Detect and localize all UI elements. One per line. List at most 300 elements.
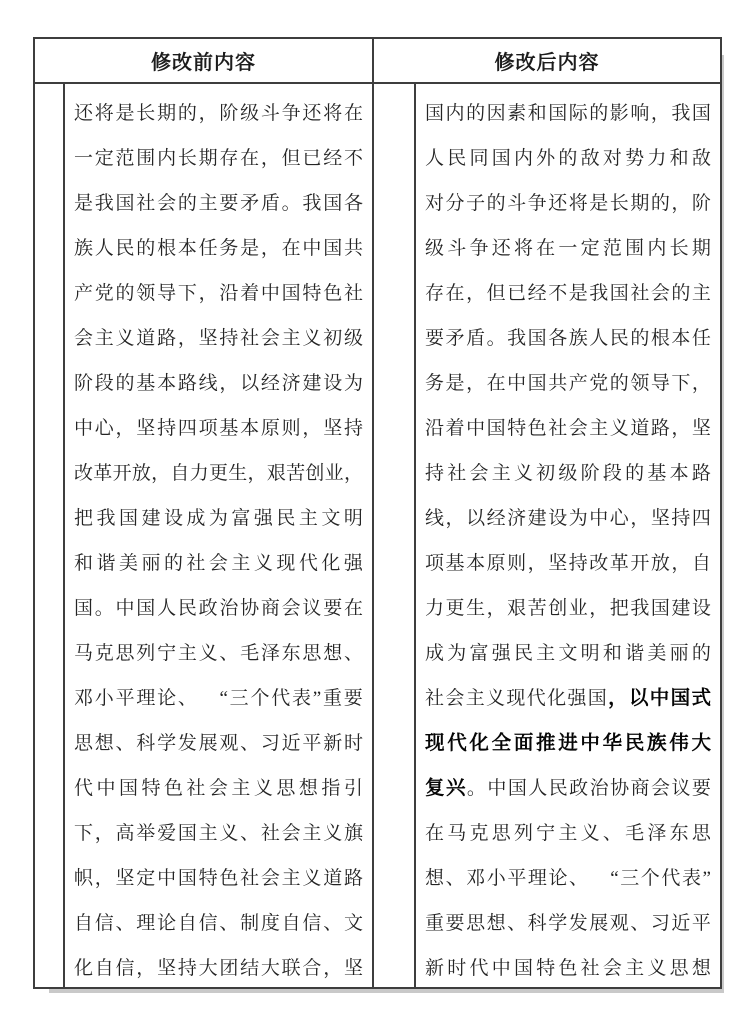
glyph: 内 — [445, 103, 465, 124]
glyph: 我 — [671, 103, 691, 124]
text-line — [74, 316, 363, 361]
glyph: 路 — [177, 373, 197, 394]
text-line — [74, 856, 363, 901]
glyph: 我 — [630, 598, 650, 619]
glyph: 义 — [513, 463, 533, 484]
glyph: 国 — [74, 598, 94, 619]
glyph: 经 — [527, 283, 547, 304]
glyph: 协 — [240, 598, 260, 619]
glyph: 的 — [466, 103, 486, 124]
glyph: 信 — [198, 913, 218, 934]
glyph: 线 — [425, 508, 445, 529]
glyph: 务 — [425, 373, 445, 394]
glyph: 内 — [513, 148, 533, 169]
glyph: 思 — [466, 913, 486, 934]
glyph: 会 — [602, 958, 622, 979]
glyph: 想 — [94, 733, 114, 754]
glyph: 持 — [568, 553, 588, 574]
glyph: 基 — [445, 553, 465, 574]
inserted-glyph: 中 — [649, 686, 670, 709]
glyph: ， — [589, 598, 609, 619]
glyph: 个 — [250, 688, 270, 709]
text-line — [425, 181, 711, 226]
glyph: 富 — [469, 643, 489, 664]
glyph: 制 — [240, 913, 260, 934]
glyph: 团 — [219, 958, 239, 979]
inserted-glyph: 以 — [628, 686, 649, 709]
glyph: 力 — [425, 598, 445, 619]
text-line — [74, 451, 363, 496]
glyph: 我 — [96, 508, 116, 529]
glyph: 更 — [445, 598, 465, 619]
glyph: 党 — [589, 373, 609, 394]
glyph: 把 — [609, 598, 629, 619]
glyph: ， — [343, 463, 363, 484]
glyph: 小 — [486, 868, 506, 889]
glyph: 争 — [281, 103, 301, 124]
glyph: 学 — [157, 733, 177, 754]
text-line — [425, 451, 711, 496]
glyph: 建 — [671, 598, 691, 619]
glyph: 主 — [465, 688, 485, 709]
glyph: 文 — [343, 913, 363, 934]
glyph: 列 — [513, 823, 533, 844]
glyph: 理 — [136, 913, 156, 934]
glyph: 成 — [425, 643, 445, 664]
glyph: 和 — [527, 103, 547, 124]
glyph: ， — [247, 463, 267, 484]
glyph: 建 — [527, 508, 547, 529]
glyph: 则 — [507, 553, 527, 574]
glyph: 争 — [527, 193, 547, 214]
glyph: 初 — [536, 463, 556, 484]
inserted-glyph: 复 — [425, 776, 445, 799]
table-header-row — [35, 39, 720, 84]
inserted-glyph: 化 — [469, 731, 489, 754]
glyph: 丽 — [669, 643, 689, 664]
glyph: 三 — [620, 868, 640, 889]
inserted-glyph: 中 — [580, 731, 600, 754]
glyph: 已 — [507, 283, 527, 304]
glyph: 的 — [589, 103, 609, 124]
glyph: 范 — [602, 238, 622, 259]
glyph: 中 — [260, 283, 280, 304]
glyph: 四 — [691, 508, 711, 529]
glyph: 色 — [219, 868, 239, 889]
glyph: 下 — [74, 823, 94, 844]
glyph: 马 — [74, 643, 94, 664]
glyph: 民 — [276, 508, 296, 529]
glyph: 克 — [469, 823, 489, 844]
glyph: 革 — [93, 463, 113, 484]
glyph: 国 — [118, 508, 138, 529]
glyph: 中 — [589, 508, 609, 529]
glyph: 的 — [177, 193, 197, 214]
glyph: 国 — [527, 373, 547, 394]
text-line — [425, 406, 711, 451]
glyph: 的 — [625, 463, 645, 484]
glyph: 的 — [671, 283, 691, 304]
glyph: 想 — [486, 913, 506, 934]
glyph: 强 — [567, 688, 587, 709]
glyph: 时 — [343, 733, 363, 754]
glyph: 阶 — [580, 463, 600, 484]
glyph: 坚 — [115, 868, 135, 889]
glyph: 会 — [281, 598, 301, 619]
glyph: 四 — [177, 418, 197, 439]
glyph: 论 — [157, 688, 177, 709]
glyph: ， — [151, 463, 171, 484]
text-line — [74, 541, 363, 586]
glyph: 把 — [74, 508, 94, 529]
glyph: 论 — [548, 868, 568, 889]
glyph: 义 — [198, 643, 218, 664]
text-line — [425, 631, 711, 676]
glyph: 持 — [157, 418, 177, 439]
glyph: ” — [312, 688, 322, 709]
glyph: 色 — [163, 778, 183, 799]
glyph: 还 — [548, 193, 568, 214]
glyph: 毛 — [625, 823, 645, 844]
glyph: 现 — [276, 553, 296, 574]
glyph: 平 — [691, 913, 711, 934]
glyph: 我 — [94, 193, 114, 214]
glyph: 领 — [136, 283, 156, 304]
glyph: 明 — [580, 643, 600, 664]
glyph: 族 — [74, 238, 94, 259]
text-line — [425, 676, 711, 721]
glyph: 共 — [548, 373, 568, 394]
glyph: 主 — [302, 823, 322, 844]
glyph: 主 — [198, 823, 218, 844]
glyph: ， — [671, 553, 691, 574]
text-line — [74, 766, 363, 811]
glyph: 设 — [548, 508, 568, 529]
glyph: 特 — [302, 283, 322, 304]
glyph: 会 — [208, 553, 228, 574]
glyph: 在 — [536, 238, 556, 259]
glyph: 主 — [491, 463, 511, 484]
glyph: “ — [610, 868, 619, 889]
glyph: 苦 — [527, 598, 547, 619]
glyph: 的 — [163, 553, 183, 574]
glyph: 新 — [425, 958, 445, 979]
glyph: 和 — [74, 553, 94, 574]
glyph: 、 — [115, 913, 135, 934]
glyph: 化 — [547, 688, 567, 709]
glyph: 矛 — [240, 193, 260, 214]
glyph: ， — [219, 373, 239, 394]
glyph: 盾 — [260, 193, 280, 214]
glyph: 思 — [115, 643, 135, 664]
glyph: 学 — [548, 913, 568, 934]
glyph: 想 — [691, 958, 711, 979]
glyph: 斗 — [447, 238, 467, 259]
glyph: 盾 — [466, 328, 486, 349]
glyph: 本 — [157, 373, 177, 394]
glyph: 项 — [198, 418, 218, 439]
glyph: 、 — [240, 823, 260, 844]
glyph: 长 — [177, 148, 197, 169]
glyph: 在 — [343, 103, 363, 124]
glyph: 。 — [466, 778, 486, 799]
glyph: ， — [691, 373, 711, 394]
glyph: 社 — [260, 823, 280, 844]
glyph: 人 — [589, 328, 609, 349]
glyph: 持 — [177, 958, 197, 979]
glyph: “ — [219, 688, 228, 709]
text-line — [74, 676, 363, 721]
glyph: 特 — [536, 958, 556, 979]
glyph: 国 — [548, 103, 568, 124]
glyph: 开 — [112, 463, 132, 484]
glyph: 义 — [647, 958, 667, 979]
glyph: 本 — [466, 553, 486, 574]
glyph: 科 — [136, 733, 156, 754]
glyph: 文 — [321, 508, 341, 529]
glyph: 还 — [302, 103, 322, 124]
glyph: 东 — [669, 823, 689, 844]
glyph: 国 — [587, 688, 607, 709]
glyph: 是 — [445, 373, 465, 394]
text-line — [425, 136, 711, 181]
glyph: 期 — [630, 193, 650, 214]
glyph: 爱 — [157, 823, 177, 844]
glyph: 代 — [661, 868, 681, 889]
glyph: 定 — [580, 238, 600, 259]
glyph: 化 — [321, 553, 341, 574]
glyph: 自 — [281, 913, 301, 934]
header-after-content: 修改后内容 — [494, 52, 600, 74]
glyph: 族 — [568, 328, 588, 349]
glyph: 基 — [136, 373, 156, 394]
glyph: 指 — [321, 778, 341, 799]
glyph: 国 — [609, 283, 629, 304]
glyph: 展 — [198, 733, 218, 754]
glyph: 社 — [343, 283, 363, 304]
glyph: 义 — [580, 823, 600, 844]
glyph: 国 — [115, 193, 135, 214]
glyph: 主 — [625, 958, 645, 979]
glyph: 阶 — [219, 103, 239, 124]
glyph: ， — [466, 283, 486, 304]
glyph: 社 — [630, 283, 650, 304]
glyph: 各 — [548, 328, 568, 349]
glyph: 沿 — [219, 283, 239, 304]
glyph: 宁 — [157, 643, 177, 664]
glyph: 围 — [136, 148, 156, 169]
glyph: 长 — [669, 238, 689, 259]
glyph: 是 — [568, 283, 588, 304]
glyph: 要 — [445, 913, 465, 934]
glyph: 三 — [229, 688, 249, 709]
glyph: 的 — [115, 283, 135, 304]
glyph: 段 — [94, 373, 114, 394]
glyph: 在 — [445, 283, 465, 304]
glyph: 阶 — [74, 373, 94, 394]
glyph: 中 — [491, 958, 511, 979]
text-line — [425, 586, 711, 631]
glyph: 代 — [526, 688, 546, 709]
glyph: 一 — [74, 148, 94, 169]
glyph: 定 — [94, 148, 114, 169]
glyph: 表 — [681, 868, 701, 889]
glyph: ， — [445, 508, 465, 529]
inserted-glyph: 华 — [602, 731, 623, 754]
glyph: 根 — [157, 238, 177, 259]
glyph: 义 — [302, 328, 322, 349]
glyph: 代 — [271, 688, 291, 709]
glyph: 主 — [177, 643, 197, 664]
glyph: 自 — [691, 553, 711, 574]
glyph: 改 — [74, 463, 94, 484]
glyph: 素 — [507, 103, 527, 124]
inserted-glyph: 式 — [691, 686, 711, 709]
glyph: 不 — [548, 283, 568, 304]
glyph: 期 — [198, 148, 218, 169]
glyph: 治 — [589, 778, 609, 799]
glyph — [590, 869, 609, 888]
glyph: 要 — [219, 193, 239, 214]
glyph: 本 — [177, 238, 197, 259]
glyph: ， — [671, 193, 691, 214]
glyph: 革 — [609, 553, 629, 574]
glyph: 更 — [208, 463, 228, 484]
glyph: 路 — [157, 328, 177, 349]
text-line — [74, 181, 363, 226]
glyph: 济 — [281, 373, 301, 394]
glyph: 代 — [298, 553, 318, 574]
glyph: 议 — [302, 598, 322, 619]
glyph: 治 — [219, 598, 239, 619]
glyph: 心 — [609, 508, 629, 529]
glyph: 创 — [305, 463, 325, 484]
glyph: 中 — [466, 418, 486, 439]
glyph: 持 — [343, 418, 363, 439]
glyph: 在 — [281, 238, 301, 259]
glyph — [199, 689, 218, 708]
glyph: 在 — [486, 373, 506, 394]
before-content-cell — [65, 84, 374, 987]
glyph: 外 — [536, 148, 556, 169]
glyph: 下 — [671, 373, 691, 394]
glyph: 设 — [323, 373, 343, 394]
glyph: 高 — [115, 823, 135, 844]
glyph: 级 — [240, 103, 260, 124]
glyph: 引 — [343, 778, 363, 799]
glyph: 观 — [609, 913, 629, 934]
glyph: 心 — [94, 418, 114, 439]
glyph: 重 — [323, 688, 343, 709]
glyph: 科 — [527, 913, 547, 934]
glyph: 项 — [425, 553, 445, 574]
glyph: 、 — [219, 643, 239, 664]
glyph: 和 — [669, 148, 689, 169]
glyph: 想 — [323, 643, 343, 664]
glyph: 但 — [281, 148, 301, 169]
glyph: 义 — [486, 688, 506, 709]
glyph: 为 — [343, 373, 363, 394]
glyph: 共 — [343, 238, 363, 259]
glyph: 响 — [630, 103, 650, 124]
glyph: 产 — [74, 283, 94, 304]
glyph: 自 — [94, 958, 114, 979]
glyph: 围 — [625, 238, 645, 259]
glyph: 国 — [486, 418, 506, 439]
glyph: 道 — [630, 418, 650, 439]
glyph: 谐 — [96, 553, 116, 574]
glyph: 商 — [630, 778, 650, 799]
glyph: 。 — [94, 598, 114, 619]
glyph: 不 — [343, 148, 363, 169]
glyph: 、 — [343, 643, 363, 664]
text-line — [74, 361, 363, 406]
text-line — [425, 811, 711, 856]
glyph: 化 — [74, 958, 94, 979]
text-line — [74, 586, 363, 631]
glyph: 邓 — [74, 688, 94, 709]
text-line — [425, 496, 711, 541]
glyph: 代 — [74, 778, 94, 799]
glyph: 社 — [548, 418, 568, 439]
inserted-glyph: 全 — [491, 731, 512, 754]
glyph: 国 — [323, 238, 343, 259]
glyph: 艰 — [266, 463, 286, 484]
glyph: 思 — [302, 643, 322, 664]
glyph: ” — [702, 868, 711, 889]
glyph: 、 — [115, 733, 135, 754]
glyph: 本 — [671, 328, 691, 349]
glyph: 强 — [491, 643, 511, 664]
glyph: 因 — [486, 103, 506, 124]
glyph: 思 — [669, 958, 689, 979]
glyph: 产 — [568, 373, 588, 394]
glyph: 思 — [491, 823, 511, 844]
glyph: 领 — [630, 373, 650, 394]
glyph: 的 — [136, 238, 156, 259]
glyph: 平 — [302, 733, 322, 754]
glyph: 中 — [74, 418, 94, 439]
glyph: 存 — [219, 148, 239, 169]
glyph: 国 — [118, 778, 138, 799]
glyph: 经 — [323, 148, 343, 169]
glyph: 道 — [323, 868, 343, 889]
glyph: 任 — [198, 238, 218, 259]
glyph: 理 — [136, 688, 156, 709]
glyph: 举 — [136, 823, 156, 844]
glyph: 度 — [260, 913, 280, 934]
inserted-glyph: 大 — [691, 731, 711, 754]
glyph: 义 — [323, 823, 343, 844]
glyph: ， — [671, 418, 691, 439]
glyph: 人 — [94, 238, 114, 259]
glyph: 、 — [177, 688, 197, 709]
glyph: ， — [650, 103, 670, 124]
glyph: 文 — [558, 643, 578, 664]
glyph: 为 — [568, 508, 588, 529]
glyph: 表 — [292, 688, 312, 709]
glyph: 、 — [507, 913, 527, 934]
text-line — [74, 271, 363, 316]
glyph: 建 — [302, 373, 322, 394]
glyph: 泽 — [260, 643, 280, 664]
glyph: 内 — [647, 238, 667, 259]
text-line — [74, 901, 363, 946]
glyph: 为 — [208, 508, 228, 529]
glyph: 坚 — [548, 553, 568, 574]
glyph: 国 — [491, 148, 511, 169]
glyph: 道 — [136, 328, 156, 349]
